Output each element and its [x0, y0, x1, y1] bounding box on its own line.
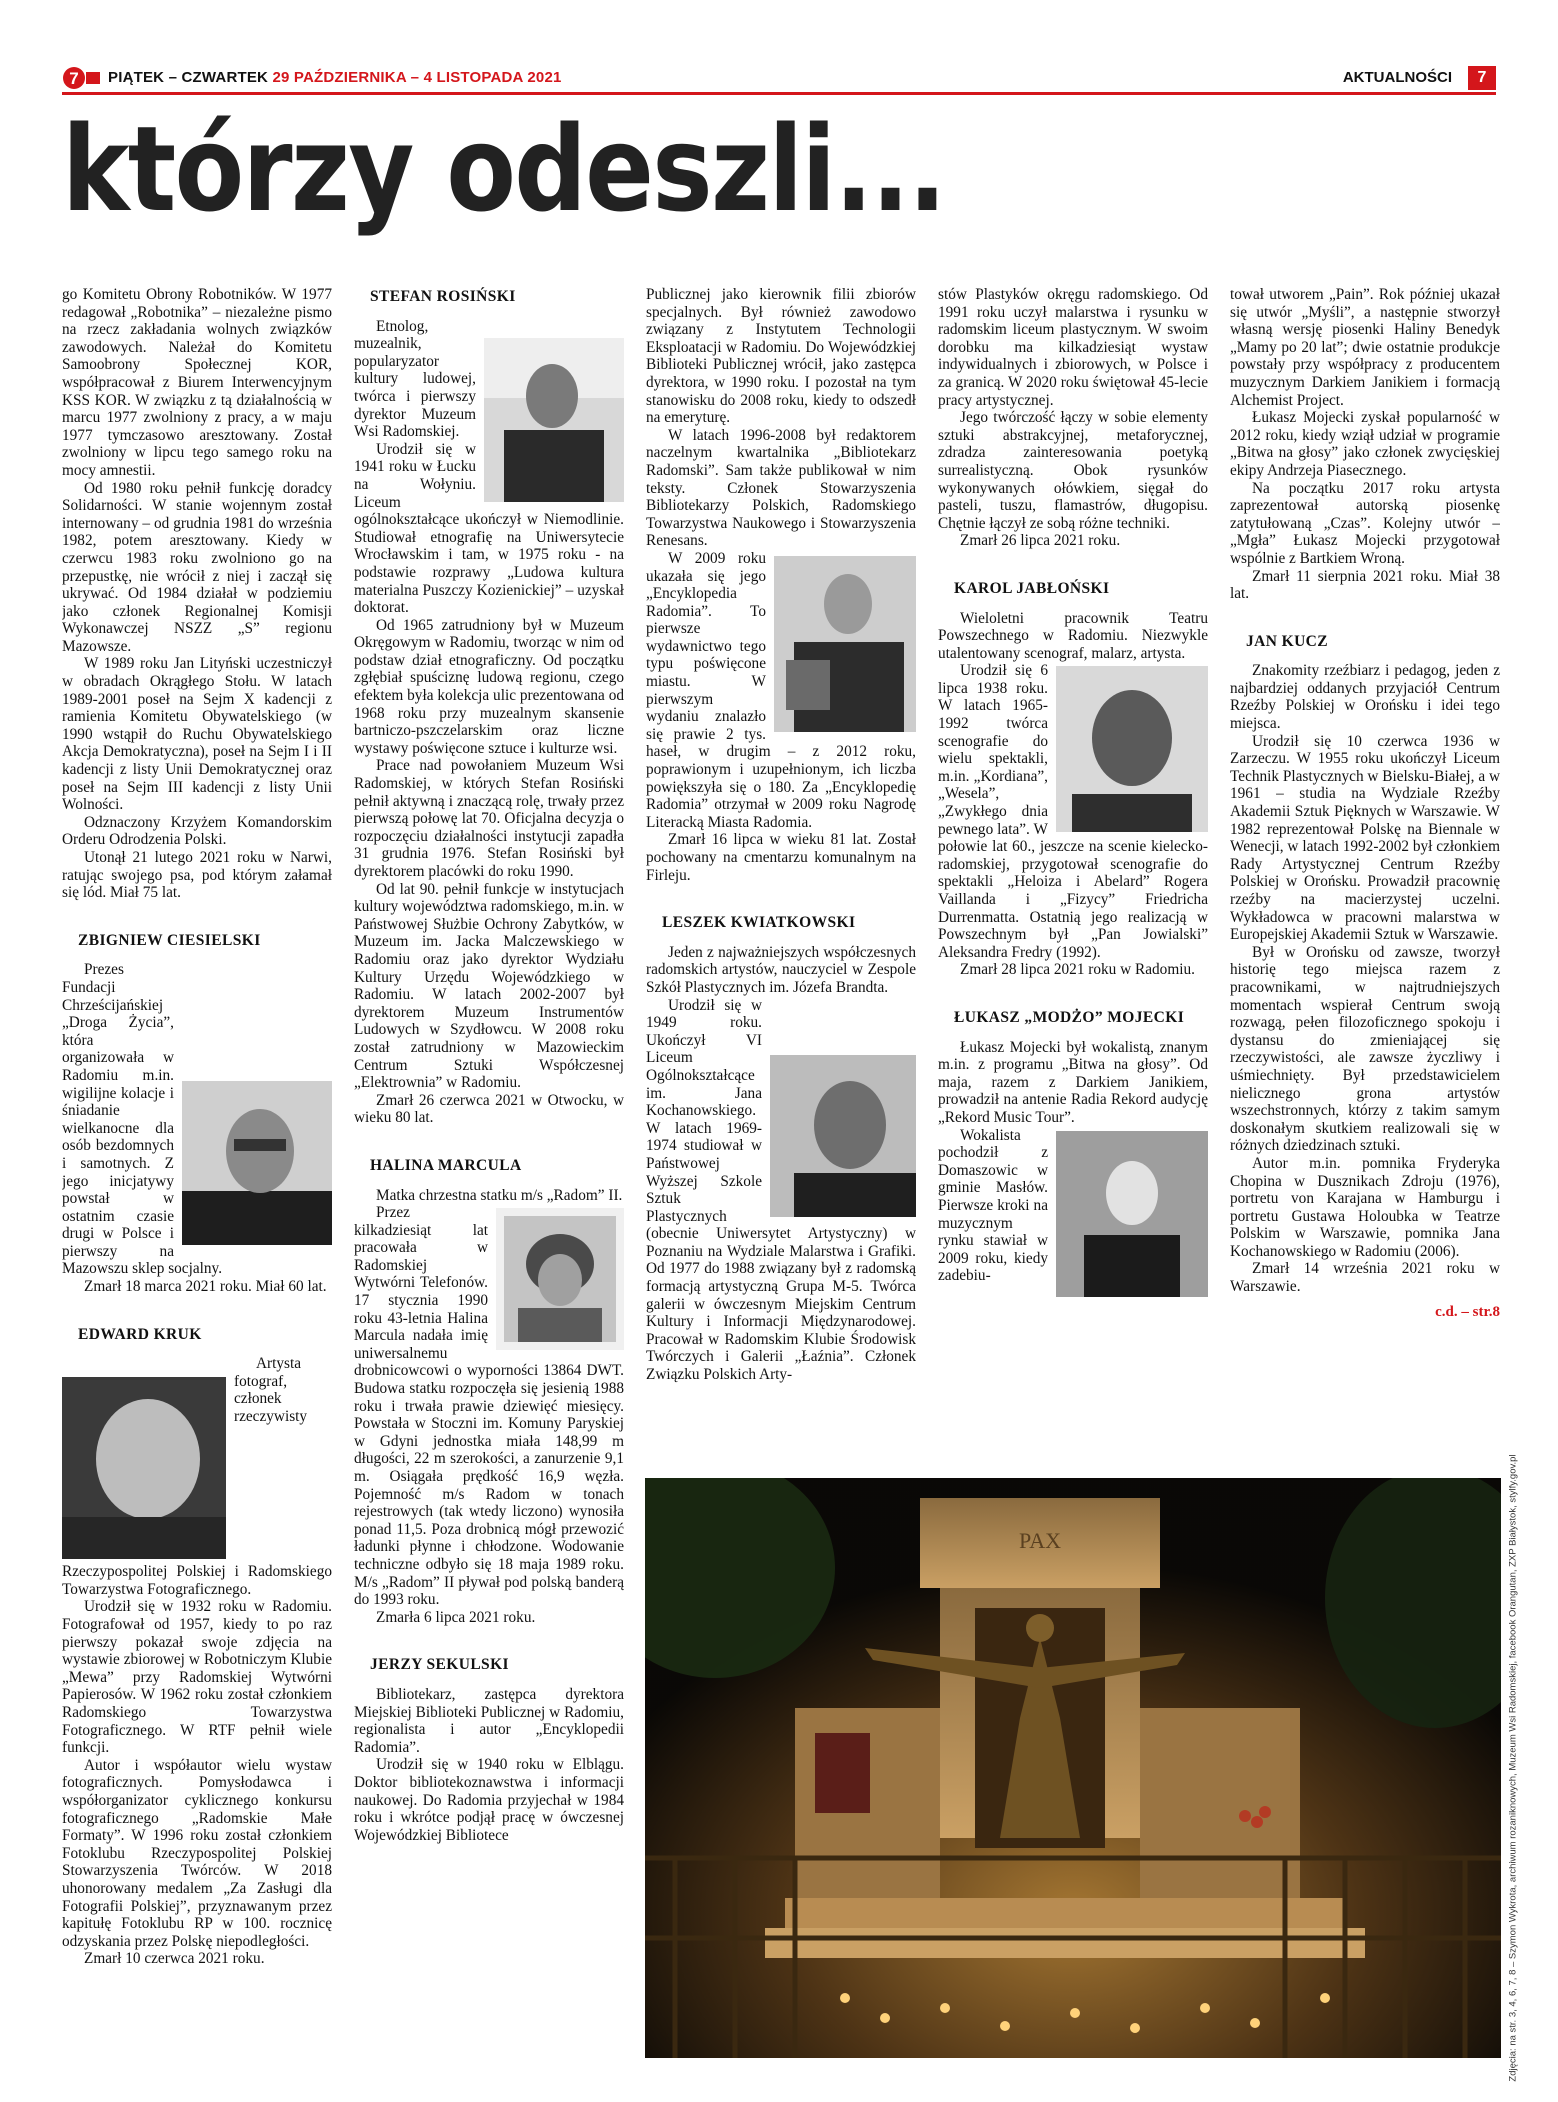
- paragraph: Zmarł 11 sierpnia 2021 roku. Miał 38 lat.: [1230, 567, 1500, 603]
- portrait-photo-jablonski: [1056, 666, 1208, 832]
- portrait-photo-mojecki: [1056, 1131, 1208, 1297]
- portrait-photo-sekulski: [774, 556, 916, 732]
- paragraph: Zmarł 28 lipca 2021 roku w Radomiu.: [960, 961, 1195, 979]
- continued-reference: c.d. – str.8: [1435, 1303, 1500, 1320]
- paragraph: Publicznej jako kierownik filii zbiorów specjalnych. Był również zawodowo związany z Instytutem Technologii Eksploatacji w Radomiu. Do Wojewódzkiej Biblioteki Publicznej wrócił, jako zastępca dyrektora, w 1990 roku. I pozostał na tym stanowisku do 2008 roku, kiedy to odszedł na emeryturę.: [646, 286, 916, 427]
- paragraph: Wokalista pochodził z Domaszowic w gminie Masłów. Pierwsze kroki na muzycznym rynku stawiał w 2009 roku, kiedy zadebiu-: [938, 1126, 1048, 1285]
- paragraph: Bibliotekarz, zastępca dyrektora Miejskiej Biblioteki Publicznej w Radomiu, regionalista i autor „Encyklopedii Radomia”.: [354, 1685, 624, 1756]
- paragraph: Zmarł 18 marca 2021 roku. Miał 60 lat.: [84, 1278, 327, 1296]
- paragraph: Matka chrzestna statku m/s „Radom” II.: [376, 1186, 623, 1204]
- headline: którzy odeszli...: [62, 100, 945, 238]
- paragraph: tował utworem „Pain”. Rok później ukazał się utwór „Myśli”, a następnie stworzył własną wersję piosenki Haliny Benedyk „Mamy po 20 lat”; dwie ostatnie produkcje powstały przy współpracy z producentem muzycznym Darkiem Janikiem i formacją Alchemist Project.: [1230, 286, 1500, 409]
- paragraph: Prace nad powołaniem Muzeum Wsi Radomskiej, w których Stefan Rosiński pełnił aktywną i znaczącą rolę, trwały przez pierwszą połowę lat 70. Oficjalna decyzja o rozpoczęciu działalności instytucji zapadła 31 grudnia 1976. Stefan Rosiński był dyrektorem placówki do roku 1990.: [354, 757, 624, 880]
- portrait-photo-marcula: [496, 1208, 624, 1350]
- paragraph: Urodził się w 1940 roku w Elblągu. Doktor bibliotekoznawstwa i informacji naukowej. Do Radomia przyjechał w 1984 roku i wkrótce podjął pracę w ówczesnej Wojewódzkiej Bibliotece: [354, 1756, 624, 1844]
- paragraph: Urodził się w 1941 roku w Łucku na Wołyniu. Liceum ogólnokształcące ukończył w Niemodlinie. Studiował etnografię na Uniwersytecie Wrocławskim i tam, w 1975 roku - na podstawie rozprawy „Ludowa kultura materialna Puszczy Kozienickiej” – uzyskał doktorat.: [354, 440, 624, 617]
- paragraph: Prezes Fundacji Chrześcijańskiej „Droga Życia”, która organizowała w Radomiu m.in. wigilijne kolacje i śniadanie wielkanocne dla osób bezdomnych i samotnych. Z jego inicjatywy powstał w ostatnim czasie drugi w Polsce i pierwszy na Mazowszu sklep socjalny.: [62, 961, 223, 1278]
- paragraph: Autor m.in. pomnika Fryderyka Chopina w Dusznikach Zdroju (1976), portretu von Karajana w Hamburgu i portretu Gustawa Holoubka w Teatrze Polskim w Warszawie, pomnika Jana Kochanowskiego w Radomiu (2006).: [1230, 1154, 1500, 1260]
- column-3: [646, 286, 916, 1466]
- paragraph: Zmarł 14 września 2021 roku w Warszawie.: [1230, 1260, 1500, 1296]
- obituary-name: ŁUKASZ „MODŻO” MOJECKI: [954, 1008, 1185, 1026]
- paragraph: Urodził się w 1932 roku w Radomiu. Fotografował od 1957, kiedy to po raz pierwszy pokazał swoje zdjęcia na wystawie zbiorowej w Robotniczym Klubie „Mewa” przy Radomskiej Wytwórni Papierosów. W 1962 roku został członkiem Radomskiego Towarzystwa Fotograficznego. W RTF pełnił wiele funkcji.: [62, 1598, 332, 1757]
- paragraph: Zmarła 6 lipca 2021 roku.: [376, 1608, 536, 1626]
- obituary-name: ZBIGNIEW CIESIELSKI: [78, 931, 261, 949]
- obituary-name: JAN KUCZ: [1246, 632, 1328, 650]
- paragraph: Jego twórczość łączy w sobie elementy sztuki abstrakcyjnej, metaforycznej, zdradza zainteresowania poetyką surrealistyczną. Obok rysunków wykonywanych ołówkiem, sięgał do pasteli, tuszu, flamastrów, długopisu. Chętnie łączył ze sobą różne techniki.: [938, 409, 1208, 532]
- portrait-photo-kwiatkowski: [770, 1055, 916, 1217]
- paragraph: Artysta fotograf, członek rzeczywisty Rzeczypospolitej Polskiej i Radomskiego Towarzystwa Fotograficznego.: [62, 1355, 332, 1598]
- paragraph: Zmarł 26 lipca 2021 roku.: [960, 532, 1121, 550]
- paragraph: Wieloletni pracownik Teatru Powszechnego w Radomiu. Niezwykle utalentowany scenograf, malarz, artysta.: [938, 609, 1208, 662]
- column-2: [354, 286, 624, 2056]
- monument-inscription: PAX: [1019, 1528, 1061, 1553]
- monument-night-photo: [645, 1478, 1501, 2058]
- paragraph: Odznaczony Krzyżem Komandorskim Orderu Odrodzenia Polski.: [62, 813, 332, 849]
- paragraph: Od 1965 zatrudniony był w Muzeum Okręgowym w Radomiu, tworząc w nim od podstaw dział etnograficzny. Od początku zgłębiał spuściznę ludową regionu, czego efektem była kolekcja ulic prezentowana od 1968 roku przy muzealnym skansenie bartniczo-pszczelarskim oraz liczne wystawy poświęcone sztuce i kulturze wsi.: [354, 616, 624, 757]
- page-header: [62, 66, 1496, 92]
- paragraph: Etnolog, muzealnik, popularyzator kultury ludowej, twórca i pierwszy dyrektor Muzeum Wsi Radomskiej.: [354, 317, 476, 441]
- paragraph: W 1989 roku Jan Lityński uczestniczył w obradach Okrągłego Stołu. W latach 1989-2001 poseł na Sejm X kadencji z ramienia Komitetu Obywatelskiego (w 1990 wstąpił do Ruchu Obywatelskiego Akcja Demokratyczna), poseł na Sejm I i II kadencji z listy Unii Demokratycznej oraz poseł na Sejm III kadencji z listy Unii Wolności.: [62, 655, 332, 814]
- obituary-name: EDWARD KRUK: [78, 1325, 202, 1343]
- paragraph: go Komitetu Obrony Robotników. W 1977 redagował „Robotnika” – niezależne pismo na rzecz zakładania wolnych związków zawodowych. Należał do Komitetu Samoobrony Społecznej KOR, współpracował z Biurem Interwencyjnym KSS KOR. W związku z tą działalnością w marcu 1977 zwolniony z pracy, a w maju 1977 tymczasowo aresztowany. Został zwolniony w lipcu tego samego roku na mocy amnestii.: [62, 286, 332, 479]
- photo-credit: [1505, 1454, 1521, 2082]
- paragraph: Urodził się 10 czerwca 1936 w Zarzeczu. W 1955 roku ukończył Liceum Technik Plastycznych w Bielsku-Białej, a w 1961 – studia na Wydziale Rzeźby Akademii Sztuk Pięknych w Warszawie. W 1982 reprezentował Polskę na Biennale w Wenecji, w latach 1992-2002 był członkiem Rady Artystycznej Centrum Rzeźby Polskiej w Orońsku. Prowadził pracownię rzeźby na macierzystej uczelni. Wykładowca w pracowni malarstwa w Europejskiej Akademii Sztuk w Warszawie.: [1230, 732, 1500, 944]
- paragraph: Urodził się w 1949 roku. Ukończył VI Liceum Ogólnokształcące im. Jana Kochanowskiego. W latach 1969-1974 studiował w Państwowej Wyższej Szkole Sztuk Plastycznych (obecnie Uniwersytet Artystyczny) w Poznaniu na Wydziale Malarstwa i Grafiki. Od 1977 do 1988 związany był z radomską formacją artystyczną Grupa M-5. Twórca galerii w ówczesnym Miejskim Centrum Kultury i Informacji Międzynarodowej. Pracował w Radomskim Klubie Środowisk Twórczych i Galerii „Łaźnia”. Członek Związku Polskich Arty-: [646, 996, 916, 1384]
- column-4: [938, 286, 1208, 1466]
- obituary-name: JERZY SEKULSKI: [370, 1656, 509, 1674]
- paragraph: Zmarł 16 lipca w wieku 81 lat. Został pochowany na cmentarzu komunalnym na Firleju.: [646, 831, 916, 884]
- paragraph: Był w Orońsku od zawsze, tworzył historię tego miejsca razem z pracownikami, w najtrudniejszych momentach wspierał Centrum swoją rozwagą, pełen filozoficznego spokoju i dystansu do zmieniającej się rzeczywistości, ale zawsze życzliwy i uśmiechnięty. Był przedstawicielem nielicznego grona artystów wszechstronnych, którzy z takim samym doskonałym skutkiem realizowali się w różnych dziedzinach sztuki.: [1230, 943, 1500, 1155]
- section-name: AKTUALNOŚCI: [1342, 69, 1452, 86]
- paragraph: Łukasz Mojecki zyskał popularność w 2012 roku, kiedy wziął udział w programie „Bitwa na głosy” jako członek zwycięskiej ekipy Andrzeja Piasecznego.: [1230, 409, 1500, 479]
- paragraph: Autor i współautor wielu wystaw fotograficznych. Pomysłodawca i współorganizator cyklicznego konkursu fotograficznego „Radomskie Małe Formaty”. W 1996 roku został członkiem Fotoklubu Rzeczypospolitej Polskiej Stowarzyszenia Twórców. W 2018 uhonorowany medalem „Za Zasługi dla Fotografii Polskiej”, przyznawanym przez kapitułę Fotoklubu RP w 100. rocznicę odzyskania przez Polskę niepodległości.: [62, 1756, 332, 1950]
- column-5: [1230, 286, 1500, 1476]
- portrait-photo-ciesielski: [182, 1081, 332, 1245]
- photo-credit-text: Zdjęcia: na str. 3, 4, 6, 7, 8 – Szymon Wykrota, archiwum rozaniknowych, Muzeum Wsi Radomskiej, facebook Orangutan, ZXP Białystok, stylfy.gov.pl: [1507, 1454, 1519, 2082]
- paragraph: Jeden z najważniejszych współczesnych radomskich artystów, nauczyciel w Zespole Szkół Plastycznych im. Józefa Brandta.: [646, 943, 916, 996]
- issue-date-range: 29 PAŹDZIERNIKA – 4 LISTOPADA 2021: [272, 69, 562, 86]
- paragraph: Utonął 21 lutego 2021 roku w Narwi, ratując swojego psa, pod którym załamał się lód. Miał 75 lat.: [62, 849, 332, 902]
- obituary-name: LESZEK KWIATKOWSKI: [662, 914, 856, 932]
- issue-days: PIĄTEK – CZWARTEK: [108, 69, 269, 86]
- paragraph: W 2009 roku ukazała się jego „Encyklopedia Radomia”. To pierwsze wydawnictwo tego typu poświęcone miastu. W pierwszym wydaniu znalazło się prawie 2 tys. haseł, w drugim – z 2012 roku, poprawionym i uzupełnionym, ich liczba powiększyła się o 180. Za „Encyklopedię Radomia” otrzymał w 2009 roku Nagrodę Literacką Miasta Radomia.: [646, 549, 916, 831]
- paragraph: Znakomity rzeźbiarz i pedagog, jeden z najbardziej oddanych przyjaciół Centrum Rzeźby Polskiej w Orońsku i idei tego miejsca.: [1230, 662, 1500, 733]
- column-1: [62, 286, 332, 2056]
- obituary-name: KAROL JABŁOŃSKI: [954, 579, 1110, 597]
- paragraph: Na początku 2017 roku artysta zaprezentował autorską piosenkę zatytułowaną „Czas”. Kolejny utwór – „Mgła” Łukasz Mojecki przygotował wspólnie z Bartkiem Wroną.: [1230, 479, 1500, 567]
- paragraph: Przez kilkadziesiąt lat pracowała w Radomskiej Wytwórni Telefonów. 17 stycznia 1990 roku 43-letnia Halina Marcula nadała imię uniwersalnemu drobnicowcowi o wyporności 13864 DWT. Budowa statku rozpoczęła się jesienią 1988 roku i trwała prawie dziewięć miesięcy. Powstała w Stoczni im. Komuny Paryskiej w Gdyni jednostka miała 148,99 m długości, 22 m szerokości, a zanurzenie 9,1 m. Osiągała prędkość 16,9 węzła. Pojemność m/s Radom w tonach rejestrowych (tak wtedy liczono) wynosiła ponad 11,5. Poza drobnicą mógł przewozić ładunki płynne i chłodzone. Wodowanie techniczne odbyło się 18 maja 1989 roku. M/s „Radom” II pływał pod polską banderą do 1993 roku.: [354, 1204, 624, 1609]
- paragraph: stów Plastyków okręgu radomskiego. Od 1991 roku uczył malarstwa i rysunku w radomskim liceum plastycznym. W swoim dorobku ma kilkadziesiąt wystaw indywidualnych i zbiorowych, w Polsce i za granicą. W 2020 roku świętował 45-lecie pracy artystycznej.: [938, 286, 1208, 409]
- header-rule: [62, 92, 1496, 95]
- issue-date: [108, 69, 562, 86]
- paragraph: Zmarł 26 czerwca 2021 w Otwocku, w wieku 80 lat.: [354, 1091, 624, 1127]
- paragraph: Urodził się 6 lipca 1938 roku. W latach 1965-1992 twórca scenografie do wielu spektakli, m.in. „Kordiana”, „Wesela”, „Zwykłego dnia pewnego lata”. W połowie lat 60., jeszcze na scenie kielecko-radomskiej, przygotował scenografie do spektakli „Heloiza i Abelard” Rogera Vaillanda i „Fizycy” Friedricha Durrenmatta. Ostatnią jego realizacją w Powszechnym był „Pan Jowialski” Aleksandra Fredry (1992).: [938, 662, 1208, 961]
- obituary-name: HALINA MARCULA: [370, 1156, 522, 1174]
- page-number: 7: [1468, 66, 1496, 90]
- obituary-name: STEFAN ROSIŃSKI: [370, 288, 516, 305]
- paragraph: W latach 1996-2008 był redaktorem naczelnym kwartalnika „Bibliotekarz Radomski”. Sam także publikował w nim teksty. Członek Stowarzyszenia Bibliotekarzy Polskich, Radomskiego Towarzystwa Naukowego i Stowarzyszenia Renesans.: [646, 426, 916, 550]
- logo-number: 7: [69, 69, 79, 88]
- portrait-photo-kruk: [62, 1377, 226, 1559]
- paragraph: Łukasz Mojecki był wokalistą, znanym m.in. z programu „Bitwa na głosy”. Od maja, razem z Darkiem Janikiem, prowadził na antenie Radia Rekord audycję „Rekord Music Tour”.: [938, 1038, 1208, 1126]
- paragraph: Od lat 90. pełnił funkcje w instytucjach kultury województwa radomskiego, m.in. w Państwowej Służbie Ochrony Zabytków, w Muzeum im. Jacka Malczewskiego w Radomiu oraz jako dyrektor Wydziału Kultury Urzędu Wojewódzkiego w Radomiu. W latach 2002-2007 był dyrektorem Muzeum Instrumentów Ludowych w Szydłowcu. W 2008 roku został zatrudniony w Mazowieckim Centrum Sztuki Współczesnej „Elektrownia” w Radomiu.: [354, 880, 624, 1092]
- paragraph: Zmarł 10 czerwca 2021 roku.: [84, 1950, 265, 1968]
- portrait-photo-rosinski: [484, 338, 624, 502]
- newspaper-logo: [62, 66, 102, 90]
- paragraph: Od 1980 roku pełnił funkcję doradcy Solidarności. W stanie wojennym został internowany – od grudnia 1981 do września 1982, potem aresztowany. Kiedy w czerwcu 1983 roku zwolniono go na przepustkę, nie wrócił z niej i zaczął się ukrywać. Od 1984 działał w podziemiu jako członek Regionalnej Komisji Wykonawczej NSZZ „S” regionu Mazowsze.: [62, 479, 332, 655]
